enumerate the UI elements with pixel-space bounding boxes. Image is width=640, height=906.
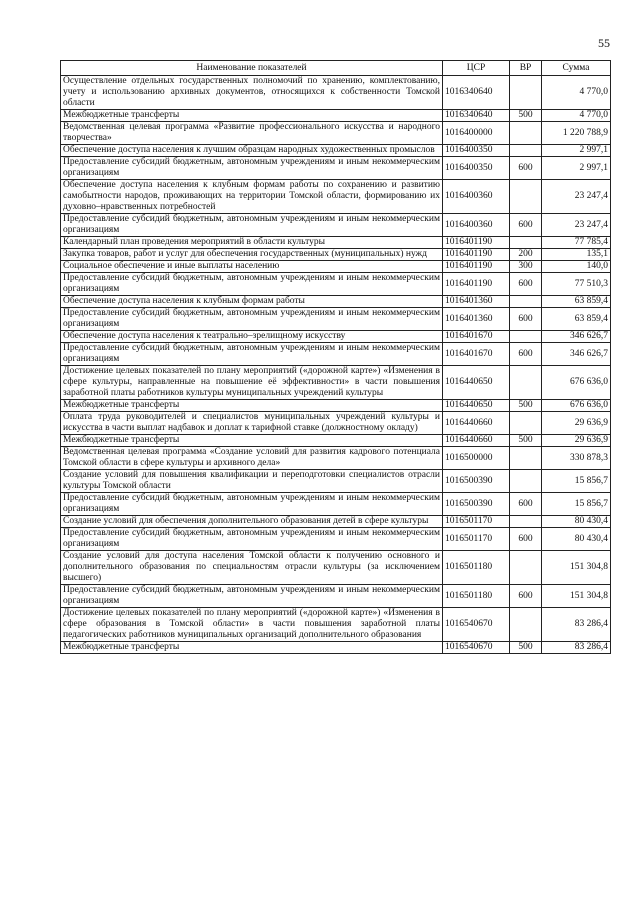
row-csr: 1016540670 xyxy=(443,642,510,654)
table-row xyxy=(61,273,611,296)
row-csr: 1016501170 xyxy=(443,528,510,551)
row-vr: 600 xyxy=(510,493,542,516)
table-row xyxy=(61,528,611,551)
row-name: Календарный план проведения мероприятий в области культуры xyxy=(61,237,443,249)
row-csr: 1016400350 xyxy=(443,157,510,180)
row-sum: 2 997,1 xyxy=(542,145,611,157)
row-name: Предоставление субсидий бюджетным, автономным учреждениям и иным некоммерческим организациям xyxy=(61,585,443,608)
table-row xyxy=(61,76,611,110)
table-row xyxy=(61,237,611,249)
row-vr xyxy=(510,470,542,493)
row-vr xyxy=(510,366,542,400)
table-row xyxy=(61,447,611,470)
row-vr xyxy=(510,180,542,214)
row-name: Межбюджетные трансферты xyxy=(61,435,443,447)
row-sum: 676 636,0 xyxy=(542,400,611,412)
table-row xyxy=(61,180,611,214)
row-sum: 83 286,4 xyxy=(542,608,611,642)
row-csr: 1016400360 xyxy=(443,214,510,237)
row-name: Обеспечение доступа населения к клубным формам работы по сохранению и развитию самобытности народов, проживающих на территории Томской области, формированию их духовно–нравственных потребностей xyxy=(61,180,443,214)
row-sum: 346 626,7 xyxy=(542,331,611,343)
row-sum: 2 997,1 xyxy=(542,157,611,180)
row-csr: 1016400360 xyxy=(443,180,510,214)
row-csr: 1016501180 xyxy=(443,551,510,585)
row-name: Создание условий для обеспечения дополнительного образования детей в сфере культуры xyxy=(61,516,443,528)
table-row xyxy=(61,366,611,400)
budget-table xyxy=(60,60,611,654)
row-csr: 1016401190 xyxy=(443,249,510,261)
row-vr xyxy=(510,145,542,157)
table-row xyxy=(61,551,611,585)
row-csr: 1016440650 xyxy=(443,400,510,412)
table-row xyxy=(61,122,611,145)
table-row xyxy=(61,400,611,412)
row-name: Предоставление субсидий бюджетным, автономным учреждениям и иным некоммерческим организациям xyxy=(61,273,443,296)
row-name: Межбюджетные трансферты xyxy=(61,642,443,654)
row-sum: 63 859,4 xyxy=(542,296,611,308)
row-name: Осуществление отдельных государственных полномочий по хранению, комплектованию, учету и использованию архивных документов, относящихся к собственности Томской области xyxy=(61,76,443,110)
table-row xyxy=(61,157,611,180)
row-csr: 1016401190 xyxy=(443,237,510,249)
table-row xyxy=(61,493,611,516)
row-name: Достижение целевых показателей по плану мероприятий («дорожной карте») «Изменения в сфере образования в Томской области» в части повышения заработной платы педагогических работников муниципальных организаций дополнительного образования xyxy=(61,608,443,642)
row-sum: 330 878,3 xyxy=(542,447,611,470)
row-sum: 676 636,0 xyxy=(542,366,611,400)
row-name: Создание условий для доступа населения Томской области к получению основного и дополнительного образования по специальностям отрасли культуры (за исключением высшего) xyxy=(61,551,443,585)
row-csr: 1016340640 xyxy=(443,110,510,122)
row-csr: 1016400000 xyxy=(443,122,510,145)
row-name: Межбюджетные трансферты xyxy=(61,110,443,122)
table-row xyxy=(61,308,611,331)
header-vr: ВР xyxy=(510,61,542,76)
row-vr: 600 xyxy=(510,528,542,551)
table-row xyxy=(61,214,611,237)
row-sum: 77 785,4 xyxy=(542,237,611,249)
table-row xyxy=(61,516,611,528)
row-csr: 1016440650 xyxy=(443,366,510,400)
row-csr: 1016501180 xyxy=(443,585,510,608)
table-row xyxy=(61,642,611,654)
row-sum: 77 510,3 xyxy=(542,273,611,296)
row-vr: 600 xyxy=(510,214,542,237)
row-vr xyxy=(510,608,542,642)
row-sum: 15 856,7 xyxy=(542,493,611,516)
row-csr: 1016500390 xyxy=(443,470,510,493)
row-csr: 1016401670 xyxy=(443,343,510,366)
row-name: Предоставление субсидий бюджетным, автономным учреждениям и иным некоммерческим организациям xyxy=(61,157,443,180)
page-number: 55 xyxy=(598,36,610,50)
row-vr: 500 xyxy=(510,435,542,447)
row-csr: 1016400350 xyxy=(443,145,510,157)
row-vr: 600 xyxy=(510,343,542,366)
table-row xyxy=(61,249,611,261)
row-sum: 63 859,4 xyxy=(542,308,611,331)
row-csr: 1016401360 xyxy=(443,296,510,308)
row-sum: 140,0 xyxy=(542,261,611,273)
row-name: Предоставление субсидий бюджетным, автономным учреждениям и иным некоммерческим организациям xyxy=(61,308,443,331)
row-sum: 29 636,9 xyxy=(542,412,611,435)
row-vr xyxy=(510,412,542,435)
row-vr: 600 xyxy=(510,157,542,180)
header-csr: ЦСР xyxy=(443,61,510,76)
row-csr: 1016540670 xyxy=(443,608,510,642)
row-vr xyxy=(510,296,542,308)
table-row xyxy=(61,470,611,493)
row-vr xyxy=(510,331,542,343)
row-csr: 1016340640 xyxy=(443,76,510,110)
row-sum: 4 770,0 xyxy=(542,76,611,110)
row-vr: 600 xyxy=(510,273,542,296)
table-row xyxy=(61,261,611,273)
row-vr: 500 xyxy=(510,642,542,654)
row-name: Предоставление субсидий бюджетным, автономным учреждениям и иным некоммерческим организациям xyxy=(61,493,443,516)
row-vr: 200 xyxy=(510,249,542,261)
row-csr: 1016401670 xyxy=(443,331,510,343)
row-name: Ведомственная целевая программа «Развитие профессионального искусства и народного творчества» xyxy=(61,122,443,145)
table-row xyxy=(61,412,611,435)
row-vr: 500 xyxy=(510,400,542,412)
row-sum: 80 430,4 xyxy=(542,528,611,551)
row-sum: 80 430,4 xyxy=(542,516,611,528)
row-name: Обеспечение доступа населения к клубным формам работы xyxy=(61,296,443,308)
table-row xyxy=(61,608,611,642)
row-csr: 1016500390 xyxy=(443,493,510,516)
row-name: Предоставление субсидий бюджетным, автономным учреждениям и иным некоммерческим организациям xyxy=(61,343,443,366)
row-sum: 151 304,8 xyxy=(542,551,611,585)
row-name: Создание условий для повышения квалификации и переподготовки специалистов отрасли культуры Томской области xyxy=(61,470,443,493)
row-vr xyxy=(510,516,542,528)
table-row xyxy=(61,343,611,366)
row-sum: 135,1 xyxy=(542,249,611,261)
row-vr: 600 xyxy=(510,585,542,608)
row-sum: 83 286,4 xyxy=(542,642,611,654)
row-csr: 1016440660 xyxy=(443,435,510,447)
row-name: Обеспечение доступа населения к театрально–зрелищному искусству xyxy=(61,331,443,343)
row-vr xyxy=(510,237,542,249)
table-row xyxy=(61,585,611,608)
table-row xyxy=(61,331,611,343)
table-header-row xyxy=(61,61,611,76)
row-vr: 600 xyxy=(510,308,542,331)
row-name: Ведомственная целевая программа «Создание условий для развития кадрового потенциала Томской области в сфере культуры и архивного дела» xyxy=(61,447,443,470)
row-sum: 15 856,7 xyxy=(542,470,611,493)
row-csr: 1016500000 xyxy=(443,447,510,470)
row-name: Социальное обеспечение и иные выплаты населению xyxy=(61,261,443,273)
table-row xyxy=(61,435,611,447)
row-name: Предоставление субсидий бюджетным, автономным учреждениям и иным некоммерческим организациям xyxy=(61,214,443,237)
row-vr xyxy=(510,551,542,585)
row-vr xyxy=(510,122,542,145)
row-sum: 23 247,4 xyxy=(542,214,611,237)
row-vr: 300 xyxy=(510,261,542,273)
table-row xyxy=(61,145,611,157)
row-name: Межбюджетные трансферты xyxy=(61,400,443,412)
row-vr xyxy=(510,447,542,470)
row-sum: 29 636,9 xyxy=(542,435,611,447)
row-name: Предоставление субсидий бюджетным, автономным учреждениям и иным некоммерческим организациям xyxy=(61,528,443,551)
table-row xyxy=(61,110,611,122)
header-sum: Сумма xyxy=(542,61,611,76)
row-sum: 23 247,4 xyxy=(542,180,611,214)
row-sum: 1 220 788,9 xyxy=(542,122,611,145)
row-sum: 346 626,7 xyxy=(542,343,611,366)
row-vr: 500 xyxy=(510,110,542,122)
row-csr: 1016401190 xyxy=(443,261,510,273)
row-csr: 1016401190 xyxy=(443,273,510,296)
row-csr: 1016440660 xyxy=(443,412,510,435)
row-name: Обеспечение доступа населения к лучшим образцам народных художественных промыслов xyxy=(61,145,443,157)
row-csr: 1016401360 xyxy=(443,308,510,331)
row-name: Закупка товаров, работ и услуг для обеспечения государственных (муниципальных) нужд xyxy=(61,249,443,261)
header-name: Наименование показателей xyxy=(61,61,443,76)
row-sum: 4 770,0 xyxy=(542,110,611,122)
row-name: Оплата труда руководителей и специалистов муниципальных учреждений культуры и искусства в части выплат надбавок и доплат к тарифной ставке (должностному окладу) xyxy=(61,412,443,435)
row-vr xyxy=(510,76,542,110)
row-sum: 151 304,8 xyxy=(542,585,611,608)
row-name: Достижение целевых показателей по плану мероприятий («дорожной карте») «Изменения в сфере культуры, направленные на повышение её эффективности» в части повышения заработной платы работников культуры муниципальных учреждений культуры xyxy=(61,366,443,400)
table-row xyxy=(61,296,611,308)
row-csr: 1016501170 xyxy=(443,516,510,528)
